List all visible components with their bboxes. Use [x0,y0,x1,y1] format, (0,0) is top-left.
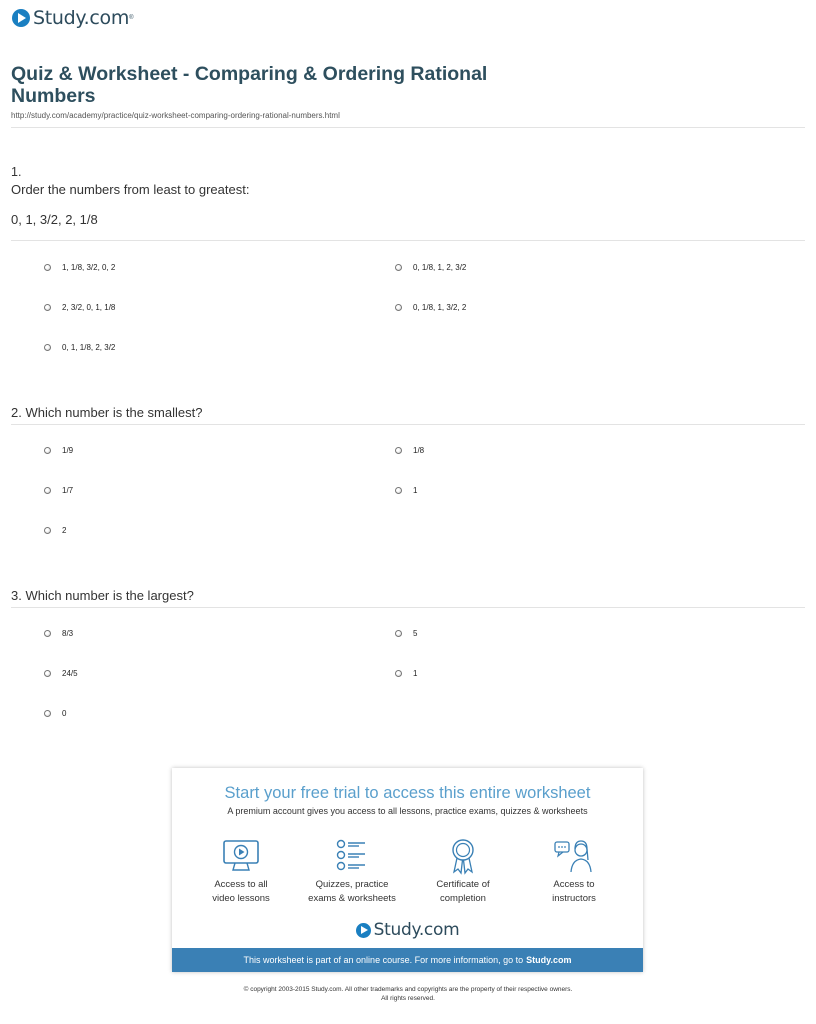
question-3-option-c[interactable] [44,669,78,678]
instructor-icon [551,836,597,876]
feature-line: Access to all [214,879,268,890]
radio-button[interactable] [395,264,402,271]
option-label: 24/5 [62,669,78,678]
rights-line: All rights reserved. [381,994,435,1002]
quiz-list-icon [329,836,375,876]
question-3-option-a[interactable] [44,629,73,638]
course-info-bar [172,948,643,972]
question-2-option-c[interactable] [44,486,73,495]
radio-button[interactable] [44,710,51,717]
feature-instructors [519,836,629,906]
divider [11,607,805,608]
question-3-option-b[interactable] [395,629,417,638]
video-lesson-icon [218,836,264,876]
radio-button[interactable] [44,344,51,351]
divider [11,240,805,241]
radio-button[interactable] [44,304,51,311]
question-2-text: 2. Which number is the smallest? [11,405,203,420]
radio-button[interactable] [44,264,51,271]
radio-button[interactable] [44,630,51,637]
option-label: 8/3 [62,629,74,638]
option-label: 2, 3/2, 0, 1, 1/8 [62,303,116,312]
study-logo-small[interactable] [172,920,643,940]
divider [11,127,805,128]
play-circle-icon [356,923,371,938]
radio-button[interactable] [44,670,51,677]
option-label: 1 [413,669,418,678]
radio-button[interactable] [44,447,51,454]
option-label: 1/8 [413,446,425,455]
logo-text: Study.com [33,7,130,29]
option-label: 1/9 [62,446,74,455]
source-url: http://study.com/academy/practice/quiz-worksheet-comparing-ordering-rational-numbers.html [11,111,340,120]
option-label: 1/7 [62,486,74,495]
radio-button[interactable] [395,487,402,494]
copyright-line: © copyright 2003-2015 Study.com. All other trademarks and copyrights are the property of their respective owners. [243,986,573,993]
question-1-option-e[interactable] [44,343,115,352]
course-info-text: This worksheet is part of an online course. For more information, go to [243,955,524,965]
option-label: 0, 1, 1/8, 2, 3/2 [62,343,116,352]
radio-button[interactable] [395,630,402,637]
question-1-text: Order the numbers from least to greatest: [11,182,250,197]
question-3-option-e[interactable] [44,709,66,718]
feature-line: instructors [552,893,596,904]
logo-text: Study.com [373,920,460,940]
copyright-footer [0,986,816,1003]
radio-button[interactable] [395,304,402,311]
option-label: 0, 1/8, 1, 3/2, 2 [413,303,467,312]
option-label: 0 [62,709,67,718]
trial-headline[interactable]: Start your free trial to access this entire worksheet [224,784,591,802]
option-label: 1 [413,486,418,495]
question-1-option-a[interactable] [44,263,115,272]
certificate-ribbon-icon [440,836,486,876]
feature-quizzes [297,836,407,906]
question-1-option-c[interactable] [44,303,115,312]
option-label: 5 [413,629,418,638]
question-2-option-d[interactable] [395,486,417,495]
feature-line: Quizzes, practice [315,879,389,890]
question-1-option-b[interactable] [395,263,466,272]
trial-subheadline: A premium account gives you access to all lessons, practice exams, quizzes & worksheets [227,806,588,816]
feature-certificate [408,836,518,906]
question-2-option-a[interactable] [44,446,73,455]
feature-line: video lessons [212,893,270,904]
question-1-numbers: 0, 1, 3/2, 2, 1/8 [11,212,98,227]
question-3-option-d[interactable] [395,669,417,678]
radio-button[interactable] [44,487,51,494]
feature-line: Certificate of [436,879,490,890]
page-title: Quiz & Worksheet - Comparing & Ordering Rational Numbers [11,63,488,107]
question-1-number: 1. [11,165,22,179]
option-label: 0, 1/8, 1, 2, 3/2 [413,263,467,272]
feature-line: exams & worksheets [308,893,396,904]
free-trial-panel[interactable] [172,768,643,972]
study-link[interactable]: Study.com [526,955,572,965]
question-1-option-d[interactable] [395,303,466,312]
option-label: 2 [62,526,67,535]
divider [11,424,805,425]
radio-button[interactable] [395,447,402,454]
radio-button[interactable] [395,670,402,677]
feature-line: Access to [553,879,595,890]
question-2-option-b[interactable] [395,446,424,455]
feature-video-lessons [186,836,296,906]
feature-line: completion [440,893,486,904]
question-3-text: 3. Which number is the largest? [11,588,194,603]
trademark-mark: ® [129,15,134,21]
radio-button[interactable] [44,527,51,534]
option-label: 1, 1/8, 3/2, 0, 2 [62,263,116,272]
study-logo[interactable] [12,7,134,29]
play-circle-icon [12,9,30,27]
question-2-option-e[interactable] [44,526,66,535]
